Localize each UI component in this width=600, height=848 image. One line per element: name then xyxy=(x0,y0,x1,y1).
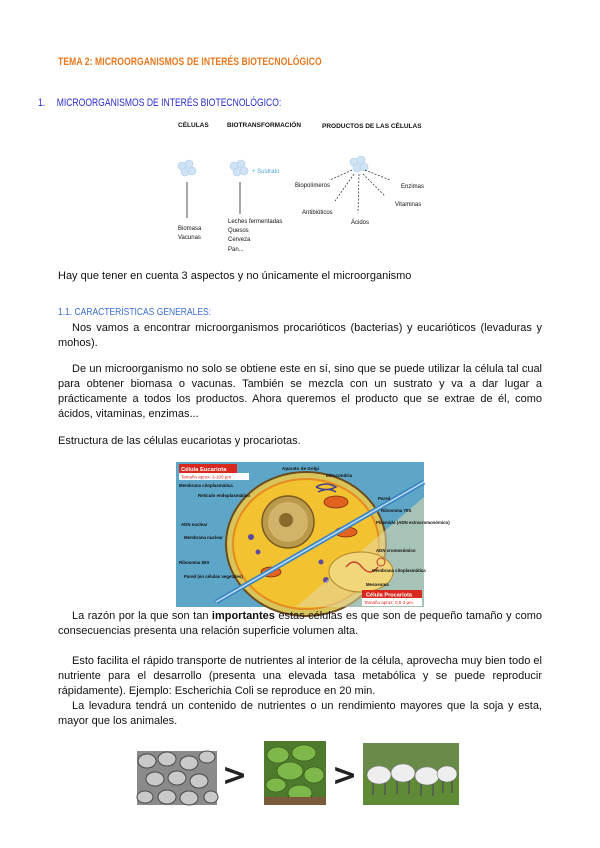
label-right: Pared xyxy=(378,496,391,501)
product-vitamins: Vitaminas xyxy=(395,202,422,208)
paragraph-4 xyxy=(58,609,542,639)
yeast-image xyxy=(137,751,217,805)
label-golgi: Aparato de Golgi xyxy=(282,466,320,471)
diagram-biotrans-item: Leches fermentadas xyxy=(228,219,283,225)
paragraph-1: Nos vamos a encontrar microorganismos procarióticos (bacterias) y eucarióticos (levaduras y mohos). xyxy=(58,322,542,349)
diagram-cells-item: Biomasa xyxy=(178,226,202,232)
section-title: MICROORGANISMOS DE INTERÉS BIOTECNOLÓGICO: xyxy=(56,97,282,109)
euk-title: Célula Eucariota xyxy=(181,467,227,473)
label-left: Ribosoma 80S xyxy=(179,560,210,565)
product-arrows xyxy=(330,170,390,213)
paragraph-6: La levadura tendrá un contenido de nutrientes o un rendimiento mayores que la soja y esta, mayor que los animales. xyxy=(58,700,542,727)
pro-size: Tamaño aprox: 0,5-3 µm xyxy=(364,600,413,605)
product-acids: Ácidos xyxy=(351,220,370,226)
section-heading-1 xyxy=(38,97,281,109)
p4-text: estas células es que son de pequeño tamaño y como consecuencias presenta una relación superficie volumen alta. xyxy=(58,610,542,637)
biotech-diagram xyxy=(170,118,440,256)
cell-cluster-icon xyxy=(230,160,248,176)
cell-cluster-icon xyxy=(178,160,196,176)
paragraph-5: Esto facilita el rápido transporte de nutrientes al interior de la célula, aprovecha muy bien todo el nutriente para el desarrollo (presenta una elevada tasa metabólica y se puede reproducir rápidamente). Ejemplo: Escherichia Coli se reproduce en 20 min. xyxy=(58,655,542,697)
label-right: Membrana citoplasmática xyxy=(372,568,426,573)
label-left: Membrana nuclear xyxy=(184,535,223,540)
cattle-image xyxy=(363,743,459,805)
diagram-col-cells: CÉLULAS xyxy=(178,122,209,129)
p4-text: La razón por la que son tan xyxy=(72,610,212,622)
soybean-plant-image xyxy=(264,741,326,805)
page-title: TEMA 2: MICROORGANISMOS DE INTERÉS BIOTECNOLÓGICO xyxy=(58,56,322,68)
cell-cluster-icon xyxy=(350,156,368,172)
diagram-col-biotrans: BIOTRANSFORMACIÓN xyxy=(227,122,302,129)
diagram-cells-item: Vacunas xyxy=(178,235,201,241)
p4-bold: importantes xyxy=(211,610,275,622)
section-number: 1. xyxy=(38,97,46,109)
greater-than-sign: > xyxy=(222,758,248,793)
cell-structure-figure xyxy=(176,462,450,607)
label-right: Ribosoma 70S xyxy=(381,508,412,513)
diagram-biotrans-item: Quesos xyxy=(228,228,249,234)
label-left: Membrana citoplasmática xyxy=(179,483,233,488)
label-left: ADN nuclear xyxy=(181,522,208,527)
intro-note: Hay que tener en cuenta 3 aspectos y no únicamente el microorganismo xyxy=(58,270,412,282)
diagram-biotrans-item: Pan... xyxy=(228,247,244,253)
greater-than-sign: > xyxy=(332,758,358,793)
label-mitochondria: Mitocondria xyxy=(326,473,353,478)
label-left: Pared (en células vegetales) xyxy=(184,574,243,579)
product-antibiotics: Antibióticos xyxy=(302,210,333,216)
label-left: Retículo endoplasmático xyxy=(198,493,250,498)
label-right: Plásmido (ADN extracromosómico) xyxy=(376,520,450,525)
paragraph-2: De un microorganismo no solo se obtiene este en sí, sino que se puede utilizar la célula tal cual para obtener biomasa o vacunas. También se mezcla con un sustrato y va a dar lugar a prácticamente a todos los productos. Ahora queremos el producto que se extrae de él, como ácidos, vitaminas, enzimas... xyxy=(58,363,542,420)
plus-substrate-label: + Sustrato xyxy=(252,169,280,175)
label-right: ADN cromosómico xyxy=(376,548,416,553)
paragraph-3: Estructura de las células eucariotas y procariotas. xyxy=(58,435,301,447)
pro-title: Célula Procariota xyxy=(366,592,413,599)
euk-size: Tamaño aprox: 3-100 µm xyxy=(181,474,232,480)
product-enzymes: Enzimas xyxy=(401,184,425,190)
diagram-col-products: PRODUCTOS DE LAS CÉLULAS xyxy=(322,123,422,130)
label-right: Mesosoma xyxy=(366,582,389,587)
subsection-heading: 1.1. CARACTERÍSTICAS GENERALES: xyxy=(58,307,212,318)
diagram-biotrans-item: Cerveza xyxy=(228,237,251,243)
product-biopolymers: Biopolímeros xyxy=(295,183,331,189)
